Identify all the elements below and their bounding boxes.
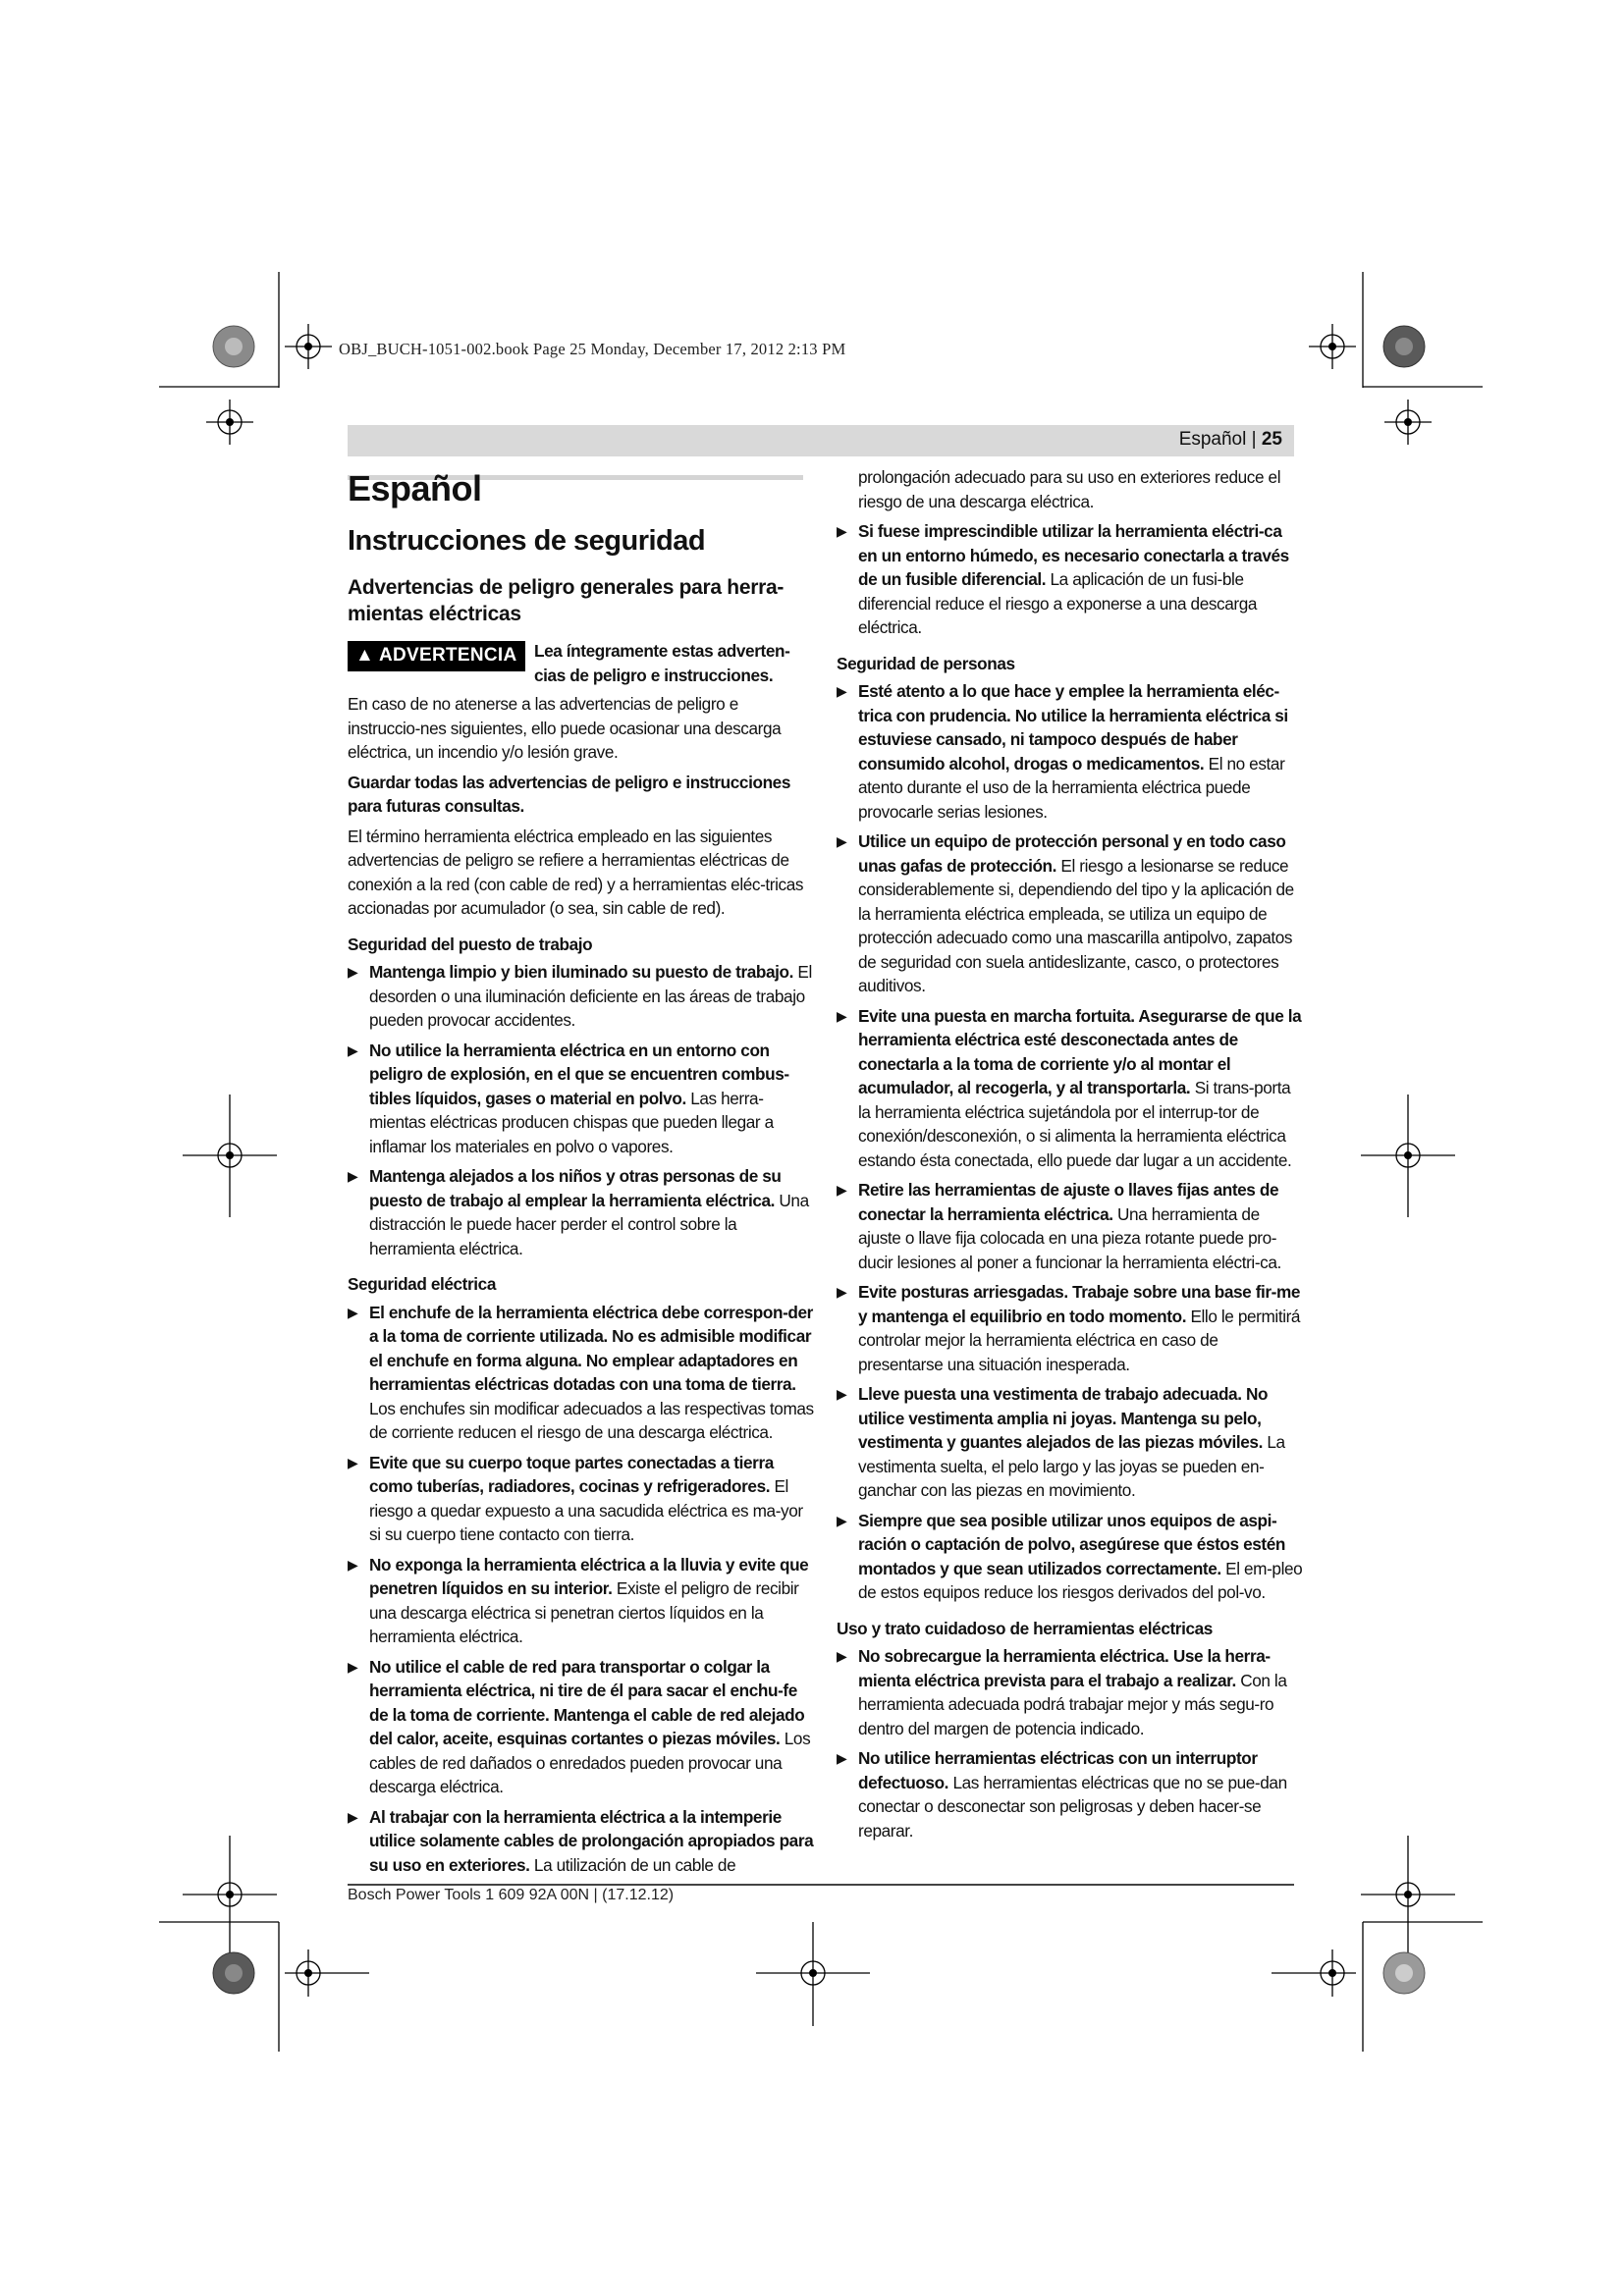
list-item: [837, 519, 1304, 640]
bullet-arrow-icon: ▶: [348, 964, 358, 980]
electrical-heading: Seguridad eléctrica: [348, 1274, 496, 1294]
persons-heading: Seguridad de personas: [837, 653, 1015, 673]
bullet-arrow-icon: ▶: [837, 1512, 847, 1528]
item-text: Ello le permitirá controlar mejor la herramienta eléctrica en caso de presentarse una situación inesperada.: [858, 1306, 1301, 1374]
item-bold-text: Mantenga limpio y bien iluminado su puesto de trabajo.: [369, 962, 794, 982]
item-text: Si trans-porta la herramienta eléctrica sujetándola por el interrup-tor de conexión/desconexión, o si alimenta la herramienta eléctrica estando ésta conectada, ello puede dar lugar a un accidente.: [858, 1078, 1292, 1170]
workplace-heading: Seguridad del puesto de trabajo: [348, 934, 593, 954]
workplace-list: [348, 960, 815, 1260]
item-text: El desorden o una iluminación deficiente en las áreas de trabajo pueden provocar accidentes.: [369, 962, 812, 1030]
warning-block: [348, 641, 815, 690]
item-text: La vestimenta suelta, el pelo largo y las joyas se pueden en-ganchar con las piezas en movimiento.: [858, 1432, 1285, 1500]
bullet-arrow-icon: ▶: [348, 1808, 358, 1825]
bullet-arrow-icon: ▶: [837, 1750, 847, 1766]
item-text: La utilización de un cable de: [529, 1854, 736, 1875]
item-bold-text: Al trabajar con la herramienta eléctrica a la intemperie utilice solamente cables de prolongación apropiados para su uso en exteriores.: [369, 1806, 814, 1875]
bullet-arrow-icon: ▶: [837, 1007, 847, 1024]
item-bold-text: Siempre que sea posible utilizar unos equipos de aspi-ración o captación de polvo, asegúrese que éstos estén montados y que sean utilizados correctamente.: [858, 1510, 1285, 1578]
footer-rule: [348, 1884, 1294, 1886]
item-text: Las herra-mientas eléctricas producen chispas que pueden llegar a inflamar los materiales en polvo o vapores.: [369, 1088, 774, 1156]
item-text: Las herramientas eléctricas que no se pue-dan conectar o desconectar son peligrosas y deben hacer-se reparar.: [858, 1772, 1287, 1841]
use-heading: Uso y trato cuidadoso de herramientas eléctricas: [837, 1618, 1213, 1638]
warning-triangle-icon: ▲: [355, 645, 379, 666]
page-title: Español: [348, 468, 482, 508]
item-bold-text: No utilice el cable de red para transportar o colgar la herramienta eléctrica, ni tire de él para sacar el enchu-fe de la toma de corriente. Mantenga el cable de red alejado del calor, aceite, esquinas cortantes o piezas móviles.: [369, 1656, 805, 1748]
item-text: Con la herramienta adecuada podrá trabajar mejor y más segu-ro dentro del margen de potencia indicado.: [858, 1670, 1287, 1738]
list-item: [348, 960, 815, 1033]
left-column: [348, 468, 815, 1883]
running-header: [1179, 429, 1282, 451]
item-bold-text: Esté atento a lo que hace y emplee la herramienta eléc-trica con prudencia. No utilice la herramienta eléctrica si estuviese cansado, ni tampoco después de haber consumido alcohol, drogas o medicamentos.: [858, 681, 1288, 774]
item-text: Los cables de red dañados o enredados pueden provocar una descarga eléctrica.: [369, 1729, 811, 1796]
item-text: El riesgo a lesionarse se reduce considerablemente si, dependiendo del tipo y la aplicación de la herramienta eléctrica empleada, se utiliza un equipo de protección adecuado como una mascarilla antipolvo, zapatos de seguridad con suela antideslizante, casco, o protectores auditivos.: [858, 855, 1294, 995]
list-item: [837, 679, 1304, 824]
item-bold-text: Si fuese imprescindible utilizar la herramienta eléctri-ca en un entorno húmedo, es necesario conectarla a través de un fusible diferencial.: [858, 521, 1289, 589]
continuation-paragraph: prolongación adecuado para su uso en exteriores reduce el riesgo de una descarga eléctrica.: [858, 467, 1281, 511]
item-text: El riesgo a quedar expuesto a una sacudida eléctrica es ma-yor si su cuerpo tiene contacto con tierra.: [369, 1476, 803, 1544]
list-item: [348, 1039, 815, 1159]
item-text: Una distracción le puede hacer perder el control sobre la herramienta eléctrica.: [369, 1190, 809, 1258]
list-item: [837, 829, 1304, 998]
item-bold-text: Utilice un equipo de protección personal y en todo caso unas gafas de protección.: [858, 831, 1286, 876]
list-item: [837, 1004, 1304, 1173]
item-text: El em-pleo de estos equipos reduce los riesgos derivados del pol-vo.: [858, 1558, 1303, 1602]
warning-bold-text: Lea íntegramente estas adverten-cias de peligro e instrucciones.: [534, 641, 790, 685]
list-item: [837, 1280, 1304, 1376]
bullet-arrow-icon: ▶: [348, 1454, 358, 1470]
electrical-list-cont: [837, 519, 1304, 640]
item-bold-text: Evite una puesta en marcha fortuita. Asegurarse de que la herramienta eléctrica esté desconectada antes de conectarla a la toma de corriente y/o al montar el acumulador, al recogerla, y al transportarla.: [858, 1005, 1302, 1097]
bullet-arrow-icon: ▶: [837, 1284, 847, 1300]
warning-paragraph: En caso de no atenerse a las advertencias de peligro e instruccio-nes siguientes, ello puede ocasionar una descarga eléctrica, un incendio y/o lesión grave.: [348, 694, 782, 762]
list-item: [348, 1655, 815, 1799]
persons-list: [837, 679, 1304, 1605]
list-item: [348, 1553, 815, 1649]
bullet-arrow-icon: ▶: [348, 1304, 358, 1320]
item-bold-text: Evite posturas arriesgadas. Trabaje sobre una base fir-me y mantenga el equilibrio en todo momento.: [858, 1282, 1301, 1326]
bullet-arrow-icon: ▶: [348, 1168, 358, 1184]
item-bold-text: No exponga la herramienta eléctrica a la lluvia y evite que penetren líquidos en su interior.: [369, 1554, 809, 1598]
electrical-list: [348, 1301, 815, 1878]
bullet-arrow-icon: ▶: [837, 1648, 847, 1664]
item-bold-text: Mantenga alejados a los niños y otras personas de su puesto de trabajo al emplear la herramienta eléctrica.: [369, 1166, 782, 1210]
item-bold-text: No utilice la herramienta eléctrica en un entorno con peligro de explosión, en el que se encuentren combus-tibles líquidos, gases o material en polvo.: [369, 1040, 789, 1108]
item-bold-text: No utilice herramientas eléctricas con un interruptor defectuoso.: [858, 1748, 1258, 1792]
bullet-arrow-icon: ▶: [837, 1386, 847, 1402]
header-language: Español: [1178, 429, 1247, 450]
warning-badge-label: ADVERTENCIA: [378, 645, 517, 666]
bullet-arrow-icon: ▶: [348, 1556, 358, 1573]
bullet-arrow-icon: ▶: [837, 683, 847, 699]
page-header-bar: [348, 425, 1294, 456]
warning-badge: [348, 641, 525, 671]
header-separator: |: [1246, 429, 1262, 450]
bullet-arrow-icon: ▶: [348, 1658, 358, 1675]
bullet-arrow-icon: ▶: [837, 1182, 847, 1198]
list-item: [348, 1164, 815, 1260]
keep-instructions: Guardar todas las advertencias de peligro e instrucciones para futuras consultas.: [348, 772, 790, 816]
subsection-title: Advertencias de peligro generales para herra-mientas eléctricas: [348, 576, 785, 625]
bullet-arrow-icon: ▶: [837, 523, 847, 539]
list-item: [837, 1746, 1304, 1842]
bullet-arrow-icon: ▶: [348, 1041, 358, 1058]
list-item: [348, 1301, 815, 1445]
item-text: Una herramienta de ajuste o llave fija colocada en una pieza rotante puede pro-ducir lesiones al poner a funcionar la herramienta eléctri-ca.: [858, 1203, 1281, 1272]
item-bold-text: No sobrecargue la herramienta eléctrica. Use la herra-mienta eléctrica prevista para el trabajo a realizar.: [858, 1646, 1271, 1690]
list-item: [348, 1805, 815, 1878]
right-column: [837, 465, 1304, 1848]
footer-text: Bosch Power Tools 1 609 92A 00N | (17.12.12): [348, 1887, 675, 1903]
item-text: El no estar atento durante el uso de la herramienta eléctrica puede provocarle serias lesiones.: [858, 753, 1285, 822]
list-item: [837, 1178, 1304, 1274]
page-number: 25: [1261, 429, 1282, 450]
item-bold-text: El enchufe de la herramienta eléctrica debe correspon-der a la toma de corriente utilizada. No es admisible modificar el enchufe en forma alguna. No emplear adaptadores en herramientas eléctricas dotadas con una toma de tierra.: [369, 1302, 813, 1394]
list-item: [348, 1451, 815, 1547]
section-title: Instrucciones de seguridad: [348, 524, 706, 557]
item-text: La aplicación de un fusi-ble diferencial reduce el riesgo a exponerse a una descarga eléctrica.: [858, 569, 1258, 637]
bullet-arrow-icon: ▶: [837, 833, 847, 849]
list-item: [837, 1644, 1304, 1740]
item-text: Existe el peligro de recibir una descarga eléctrica si penetran ciertos líquidos en la herramienta eléctrica.: [369, 1578, 799, 1646]
item-bold-text: Evite que su cuerpo toque partes conectadas a tierra como tuberías, radiadores, cocinas y refrigeradores.: [369, 1452, 774, 1496]
item-bold-text: Lleve puesta una vestimenta de trabajo adecuada. No utilice vestimenta amplia ni joyas. Mantenga su pelo, vestimenta y guantes alejados de las piezas móviles.: [858, 1384, 1269, 1452]
list-item: [837, 1509, 1304, 1605]
list-item: [837, 1382, 1304, 1503]
term-paragraph: El término herramienta eléctrica empleado en las siguientes advertencias de peligro se refiere a herramientas eléctricas de conexión a la red (con cable de red) y a herramientas eléc-tricas accionadas por acumulador (o sea, sin cable de red).: [348, 826, 804, 918]
item-text: Los enchufes sin modificar adecuados a las respectivas tomas de corriente reducen el riesgo de una descarga eléctrica.: [369, 1398, 814, 1442]
item-bold-text: Retire las herramientas de ajuste o llaves fijas antes de conectar la herramienta eléctrica.: [858, 1180, 1279, 1224]
use-list: [837, 1644, 1304, 1842]
print-slug: OBJ_BUCH-1051-002.book Page 25 Monday, December 17, 2012 2:13 PM: [339, 340, 846, 358]
